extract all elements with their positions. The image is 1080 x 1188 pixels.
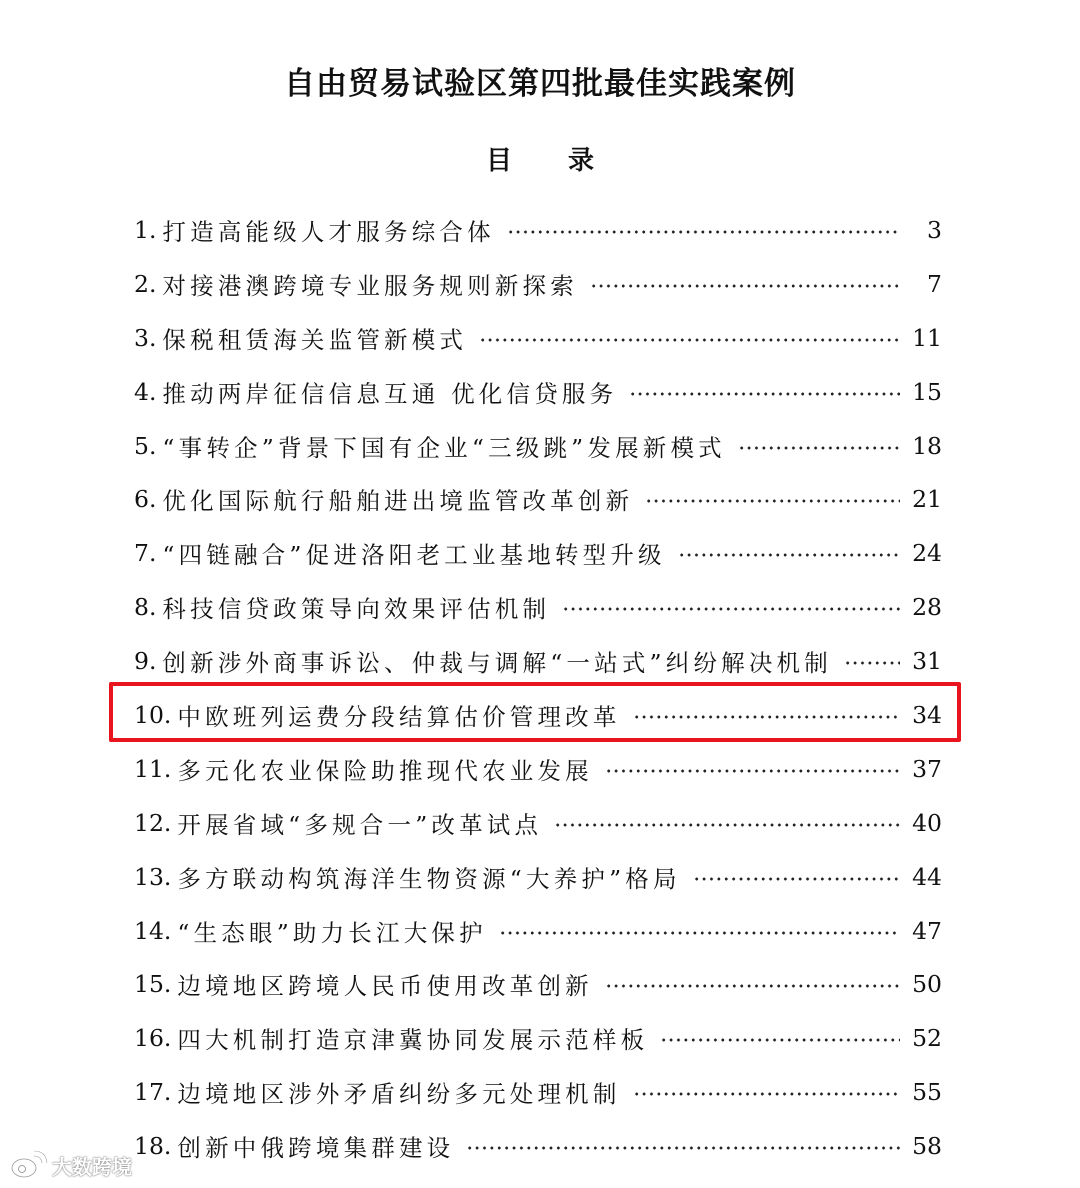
weibo-logo-icon	[10, 1150, 48, 1180]
toc-entry-number: 3.	[134, 323, 157, 352]
toc-entry-number: 6.	[134, 485, 157, 514]
toc-entry-number: 7.	[134, 539, 157, 568]
toc-entry	[134, 796, 942, 850]
toc-entry-page: 21	[912, 485, 942, 514]
toc-entry-title: 中欧班列运费分段结算估价管理改革	[177, 702, 621, 731]
toc-entry-title: “四链融合”促进洛阳老工业基地转型升级	[162, 541, 666, 570]
toc-entry-number: 8.	[134, 593, 157, 622]
toc-entry	[134, 634, 942, 688]
toc-entry	[134, 1065, 942, 1119]
toc-entry-page: 34	[912, 700, 942, 729]
toc-entry-number: 5.	[134, 431, 157, 460]
toc-entry-page: 15	[912, 377, 942, 406]
toc-entry-page: 52	[912, 1024, 942, 1053]
toc-entry-page: 7	[927, 269, 942, 298]
toc-leader-dots	[605, 983, 900, 989]
toc-entry-title: 创新中俄跨境集群建设	[177, 1134, 455, 1163]
toc-entry	[134, 203, 942, 257]
toc-entry-page: 40	[912, 808, 942, 837]
toc-entry-title: 边境地区跨境人民币使用改革创新	[177, 972, 593, 1001]
toc-entry-title: 创新涉外商事诉讼、仲裁与调解“一站式”纠纷解决机制	[162, 649, 832, 678]
toc-heading-right: 录	[568, 146, 595, 176]
toc-entry-number: 17.	[134, 1078, 172, 1107]
toc-entry-title: 四大机制打造京津冀协同发展示范样板	[177, 1026, 649, 1055]
toc-entry-title: 对接港澳跨境专业服务规则新探索	[162, 271, 578, 300]
toc-leader-dots	[693, 876, 900, 882]
toc-entry-page: 3	[927, 215, 942, 244]
toc-entry	[134, 957, 942, 1011]
toc-leader-dots	[660, 1037, 900, 1043]
toc-leader-dots	[738, 445, 900, 451]
toc-entry-title: “事转企”背景下国有企业“三级跳”发展新模式	[162, 433, 726, 462]
toc-entry-page: 55	[912, 1078, 942, 1107]
toc-entry-title: 开展省域“多规合一”改革试点	[177, 810, 543, 839]
toc-entry-number: 12.	[134, 808, 172, 837]
toc-entry	[134, 1119, 942, 1173]
toc-entry-number: 11.	[134, 754, 172, 783]
toc-entry-number: 13.	[134, 862, 172, 891]
toc-entry-page: 31	[912, 647, 942, 676]
toc-entry-number: 4.	[134, 377, 157, 406]
highlight-box	[109, 682, 961, 742]
toc-leader-dots	[629, 391, 900, 397]
toc-entry-title: 科技信贷政策导向效果评估机制	[162, 595, 551, 624]
toc-entry	[134, 311, 942, 365]
toc-entry-title: 保税租赁海关监管新模式	[162, 325, 468, 354]
toc-leader-dots	[590, 283, 900, 289]
toc-entry-page: 18	[912, 431, 942, 460]
toc-entry-page: 11	[912, 323, 942, 352]
toc-entry-page: 50	[912, 970, 942, 999]
watermark	[10, 1150, 132, 1180]
toc-entry	[134, 472, 942, 526]
toc-entry-title: 优化国际航行船舶进出境监管改革创新	[162, 487, 634, 516]
toc-entry-number: 1.	[134, 215, 157, 244]
toc-entry-page: 24	[912, 539, 942, 568]
toc-entry-number: 18.	[134, 1132, 172, 1161]
watermark-text: 大数跨境	[52, 1154, 132, 1179]
toc-entry	[134, 904, 942, 958]
toc-entry-number: 16.	[134, 1024, 172, 1053]
toc-leader-dots	[678, 552, 900, 558]
toc-entry	[134, 850, 942, 904]
toc-entry	[134, 1011, 942, 1065]
toc-entry-number: 14.	[134, 916, 172, 945]
toc-entry-title: 多方联动构筑海洋生物资源“大养护”格局	[177, 864, 681, 893]
toc-leader-dots	[507, 229, 900, 235]
page-title: 自由贸易试验区第四批最佳实践案例	[284, 66, 796, 102]
toc-entry-number: 9.	[134, 647, 157, 676]
toc-entry	[134, 742, 942, 796]
toc-entry-number: 2.	[134, 269, 157, 298]
toc-leader-dots	[554, 822, 900, 828]
toc-leader-dots	[605, 768, 900, 774]
toc-leader-dots	[562, 606, 900, 612]
toc-entry	[134, 526, 942, 580]
toc-entry-page: 37	[912, 754, 942, 783]
toc-entry-page: 58	[912, 1132, 942, 1161]
toc-leader-dots	[466, 1145, 900, 1151]
toc-leader-dots	[645, 498, 900, 504]
toc-entry-title: 推动两岸征信信息互通 优化信贷服务	[162, 379, 618, 408]
toc-entry	[134, 365, 942, 419]
toc-leader-dots	[633, 1091, 900, 1097]
toc-leader-dots	[844, 660, 900, 666]
toc-entry-page: 28	[912, 593, 942, 622]
toc-entry-number: 15.	[134, 970, 172, 999]
toc-heading-left: 目	[485, 146, 512, 176]
toc-leader-dots	[479, 337, 900, 343]
toc-entry	[134, 257, 942, 311]
toc-leader-dots	[499, 930, 900, 936]
toc-entry-page: 44	[912, 862, 942, 891]
toc-entry	[134, 419, 942, 473]
toc-entry-title: “生态眼”助力长江大保护	[177, 918, 487, 947]
toc-heading	[0, 140, 1080, 177]
toc-entry-page: 47	[912, 916, 942, 945]
toc-entry-title: 边境地区涉外矛盾纠纷多元处理机制	[177, 1080, 621, 1109]
toc-entry-title: 打造高能级人才服务综合体	[162, 217, 495, 246]
toc-entry-title: 多元化农业保险助推现代农业发展	[177, 756, 593, 785]
toc-entry-number: 10.	[134, 700, 172, 729]
toc-entry	[134, 580, 942, 634]
